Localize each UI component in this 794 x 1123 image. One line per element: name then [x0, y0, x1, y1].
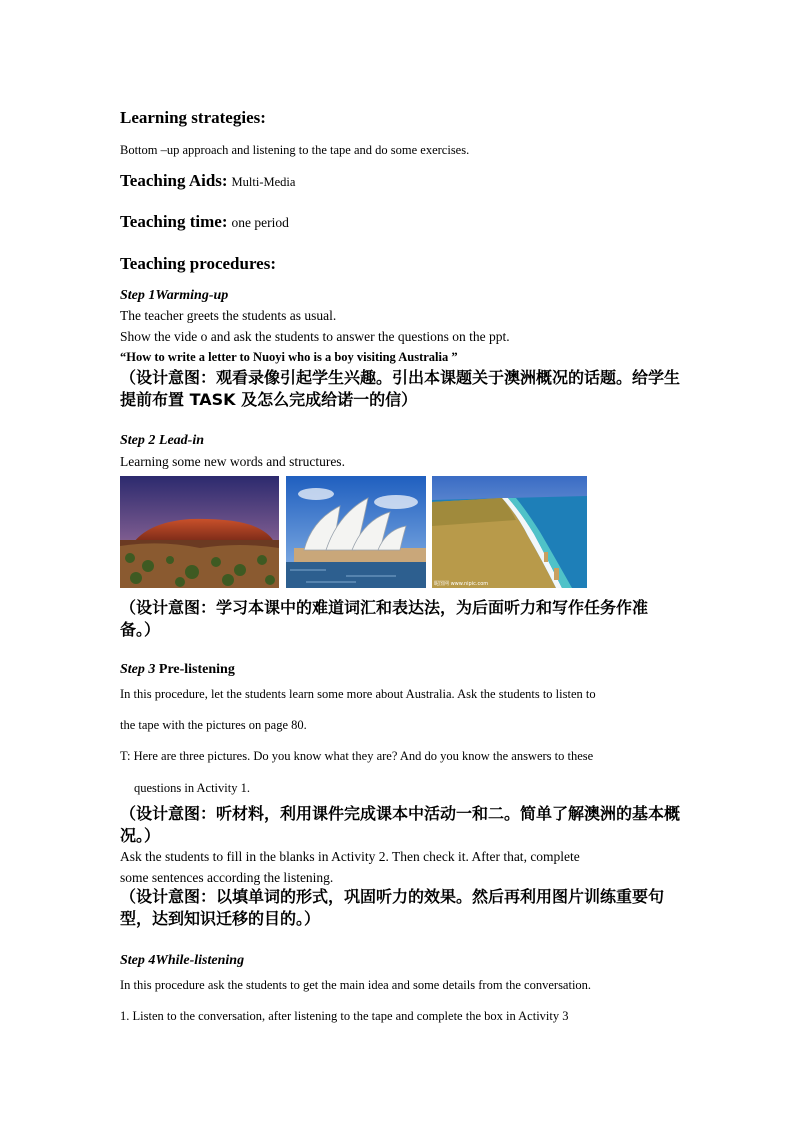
step2-design-note: （设计意图：学习本课中的难道词汇和表达法，为后面听力和写作任务作准备。） [120, 598, 649, 639]
step4-p1: In this procedure ask the students to get the main idea and some details from the conversation. [120, 978, 592, 992]
step3-title [120, 662, 235, 678]
step2-title: Step 2 Lead-in [120, 433, 204, 448]
aids-heading: Teaching Aids: [120, 171, 228, 190]
step4-p2: 1. Listen to the conversation, after listening to the tape and complete the box in Activity 3 [120, 1009, 569, 1023]
step1-title: Step 1Warming-up [120, 288, 229, 303]
step1-design-note: （设计意图：观看录像引起学生兴趣。引出本课题关于澳洲概况的话题。给学生提前布置 TASK 及怎么完成给诺一的信） [120, 368, 681, 409]
step3-p2b: questions in Activity 1. [134, 781, 250, 795]
step3-title-num: Step 3 [120, 662, 156, 677]
step3-p1a: In this procedure, let the students learn some more about Australia. Ask the students to listen to [120, 687, 596, 701]
coastline-image [432, 476, 587, 588]
strategies-heading: Learning strategies: [120, 108, 266, 127]
step2-line1: Learning some new words and structures. [120, 454, 345, 469]
step3-p1b: the tape with the pictures on page 80. [120, 718, 307, 732]
image-watermark: 昵图网 www.nipic.com [434, 581, 489, 587]
aids-line [120, 171, 295, 191]
sydney-opera-house-image [286, 476, 426, 588]
step1-line1: The teacher greets the students as usual. [120, 308, 337, 323]
procedures-heading: Teaching procedures: [120, 254, 277, 273]
step3-design-note-1: （设计意图：听材料，利用课件完成课本中活动一和二。简单了解澳洲的基本概况。） [120, 804, 681, 845]
step1-line2: Show the vide o and ask the students to answer the questions on the ppt. [120, 329, 510, 344]
step3-p2a: T: Here are three pictures. Do you know what they are? And do you know the answers to these [120, 749, 594, 763]
step3-design-note-2: （设计意图：以填单词的形式，巩固听力的效果。然后再利用图片训练重要句型，达到知识迁移的目的。） [120, 887, 665, 928]
uluru-rock-image [120, 476, 279, 588]
step3-title-word: Pre-listening [158, 662, 235, 677]
step3-p3a: Ask the students to fill in the blanks in Activity 2. Then check it. After that, complete [120, 849, 580, 864]
aids-value: Multi-Media [231, 175, 296, 189]
time-line [120, 212, 289, 232]
time-heading: Teaching time: [120, 212, 228, 231]
strategies-text: Bottom –up approach and listening to the tape and do some exercises. [120, 143, 470, 157]
step4-title: Step 4While-listening [120, 953, 245, 968]
time-value: one period [231, 215, 289, 230]
step3-p3b: some sentences according the listening. [120, 870, 334, 885]
step1-quote: “How to write a letter to Nuoyi who is a boy visiting Australia ” [120, 350, 458, 364]
